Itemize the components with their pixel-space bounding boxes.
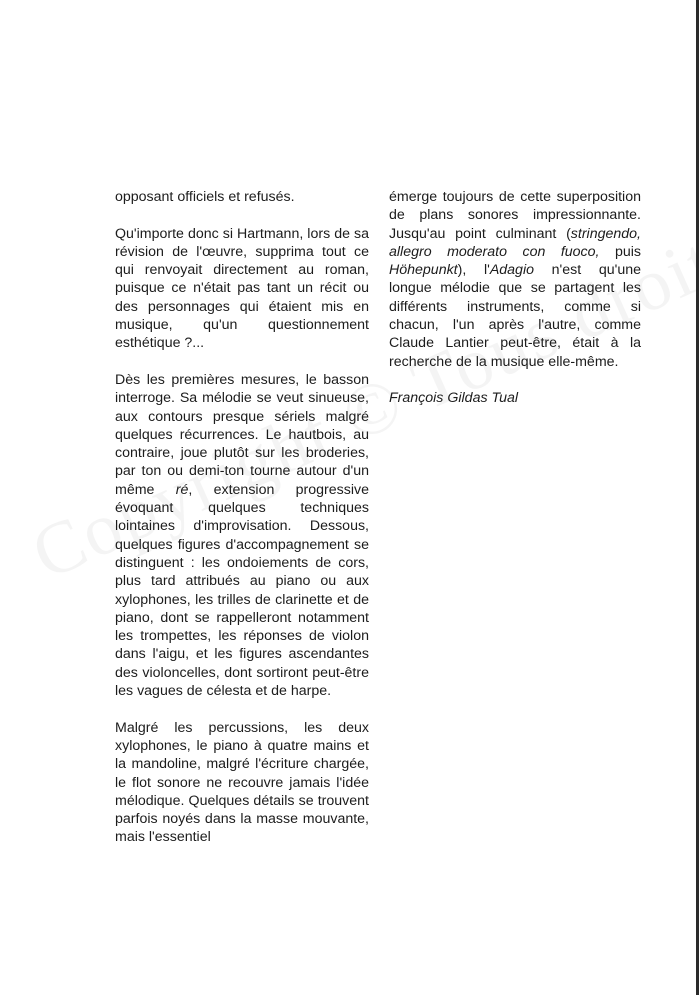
text-segment: n'est qu'une longue mélodie que se partagent les différents instruments, comme si chacun, l'un après l'autre, comme Claude Lantier peut-être, était à la recherche de la musique elle-même. [389, 262, 641, 370]
paragraph-first-measures [115, 371, 369, 700]
right-column [389, 188, 641, 408]
text-segment: puis [599, 243, 641, 260]
emphasis-hohepunkt: Höhepunkt [389, 262, 458, 279]
paragraph-percussions: Malgré les percussions, les deux xylophones, le piano à quatre mains et la mandoline, malgré l'écriture chargée, le flot sonore ne recouvre jamais l'idée mélodique. Quelques détails se trouvent parfois noyés dans la masse mouvante, mais l'essentiel [115, 719, 369, 846]
paragraph-superposition [389, 188, 641, 371]
paragraph-hartmann: Qu'importe donc si Hartmann, lors de sa révision de l'œuvre, supprima tout ce qui renvoyait directement au roman, puisque ce n'était pas tant un récit ou des personnages qui étaient mis en musique, qu'un questionnement esthétique ?... [115, 225, 369, 352]
text-segment: émerge toujours de cette superposition de plans sonores impressionnante. Jusqu'au point culminant ( [389, 189, 641, 242]
emphasis-tempo: stringendo, allegro moderato con fuoco, [389, 225, 641, 260]
paragraph-intro: opposant officiels et refusés. [115, 189, 295, 205]
author-signature: François Gildas Tual [389, 390, 519, 407]
text-segment: , extension progressive évoquant quelques techniques lointaines d'improvisation. Dessous, quelques figures d'accompagnement se distinguent : les ondoiements de cors, plus tard attribués au piano ou aux xylophones, les trilles de clarinette et de piano, dont se rappelleront notamment les trompettes, les réponses de violon dans l'aigu, et les figures ascendantes des violoncelles, dont sortiront peut-être les vagues de célesta et de harpe. [115, 481, 369, 700]
left-column [115, 188, 369, 865]
text-segment: Dès les premières mesures, le basson interroge. Sa mélodie se veut sinueuse, aux contours presque sériels malgré quelques récurrences. Le hautbois, au contraire, joue plutôt sur les broderies, par ton ou demi-ton tourne autour d'un même [115, 371, 369, 498]
text-segment: ), l' [457, 262, 490, 279]
emphasis-re: ré [175, 481, 189, 498]
emphasis-adagio: Adagio [489, 262, 534, 279]
